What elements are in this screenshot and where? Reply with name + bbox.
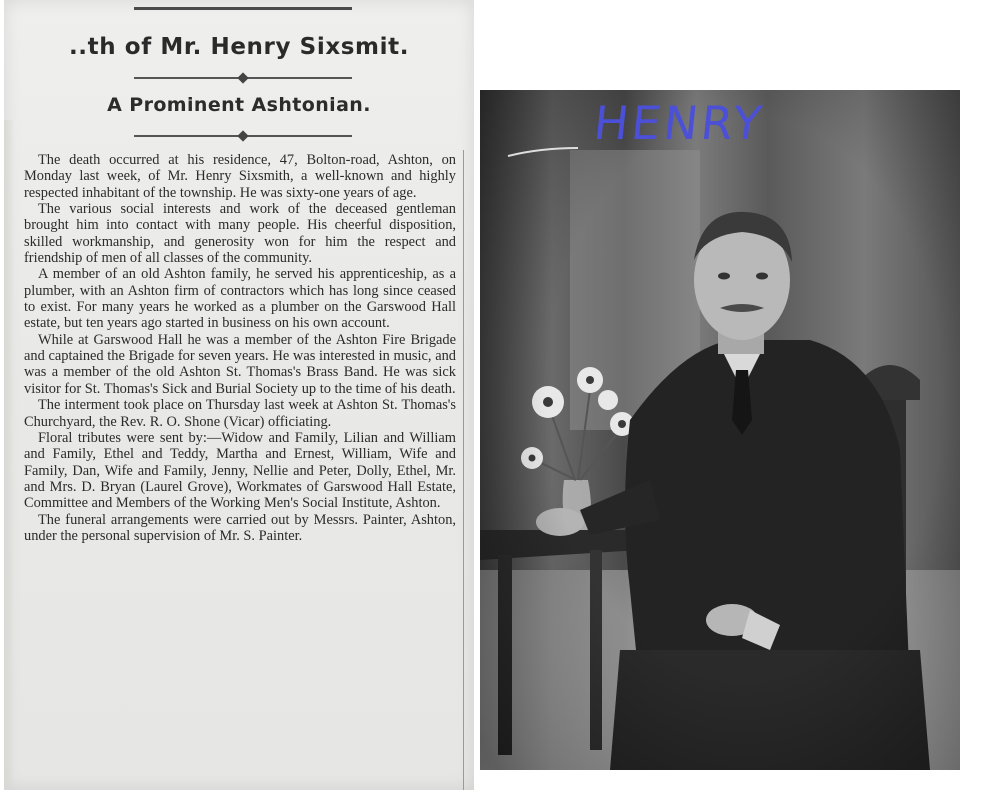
column-edge (463, 150, 464, 790)
article-paragraph: The funeral arrangements were carried out by Messrs. Painter, Ashton, under the personal supervision of Mr. S. Painter. (24, 511, 456, 544)
article-paragraph: The interment took place on Thursday last week at Ashton St. Thomas's Churchyard, the Rev. R. O. Shone (Vicar) officiating. (24, 397, 456, 430)
torn-edge (4, 120, 14, 790)
article-paragraph: While at Garswood Hall he was a member of the Ashton Fire Brigade and captained the Brigade for seven years. He was interested in music, and was a member of the old Ashton St. Thomas's Brass Band. He was sick visitor for St. Thomas's Sick and Burial Society up to the time of his death. (24, 331, 456, 397)
article-paragraph: Floral tributes were sent by:—Widow and Family, Lilian and William and Family, Ethel and Teddy, Martha and Ernest, William, Wife and Family, Dan, Wife and Family, Jenny, Nellie and Peter, Dolly, Ethel, Mr. and Mrs. D. Bryan (Laurel Grove), Workmates of Garswood Hall Estate, Committee and Members of the Working Men's Social Institute, Ashton. (24, 429, 456, 512)
article-paragraph: The various social interests and work of the deceased gentleman brought him into contact with many people. His cheerful disposition, skilled workmanship, and generosity won for him the respect and friendship of men of all classes of the community. (24, 201, 456, 267)
headline: ..th of Mr. Henry Sixsmit. (68, 34, 410, 60)
rule-ornament (237, 130, 248, 141)
handwritten-name-label: HENRY (591, 96, 768, 150)
article-paragraph: A member of an old Ashton family, he served his apprenticeship, as a plumber, with an Ashton firm of contractors which has long since ceased to exist. For many years he worked as a plumber on the Garswood Hall estate, but ten years ago started in business on his own account. (24, 266, 456, 332)
newspaper-clipping (4, 0, 474, 790)
top-rule (134, 7, 352, 10)
article-paragraph: The death occurred at his residence, 47, Bolton-road, Ashton, on Monday last week, of Mr. Henry Sixsmith, a well-known and highly respected inhabitant of the township. He was sixty-one years of age. (24, 152, 456, 201)
article-body (24, 152, 456, 544)
portrait-photograph (480, 90, 960, 770)
rule-ornament (237, 72, 248, 83)
subheadline: A Prominent Ashtonian. (107, 94, 371, 116)
portrait-illustration (480, 90, 960, 770)
